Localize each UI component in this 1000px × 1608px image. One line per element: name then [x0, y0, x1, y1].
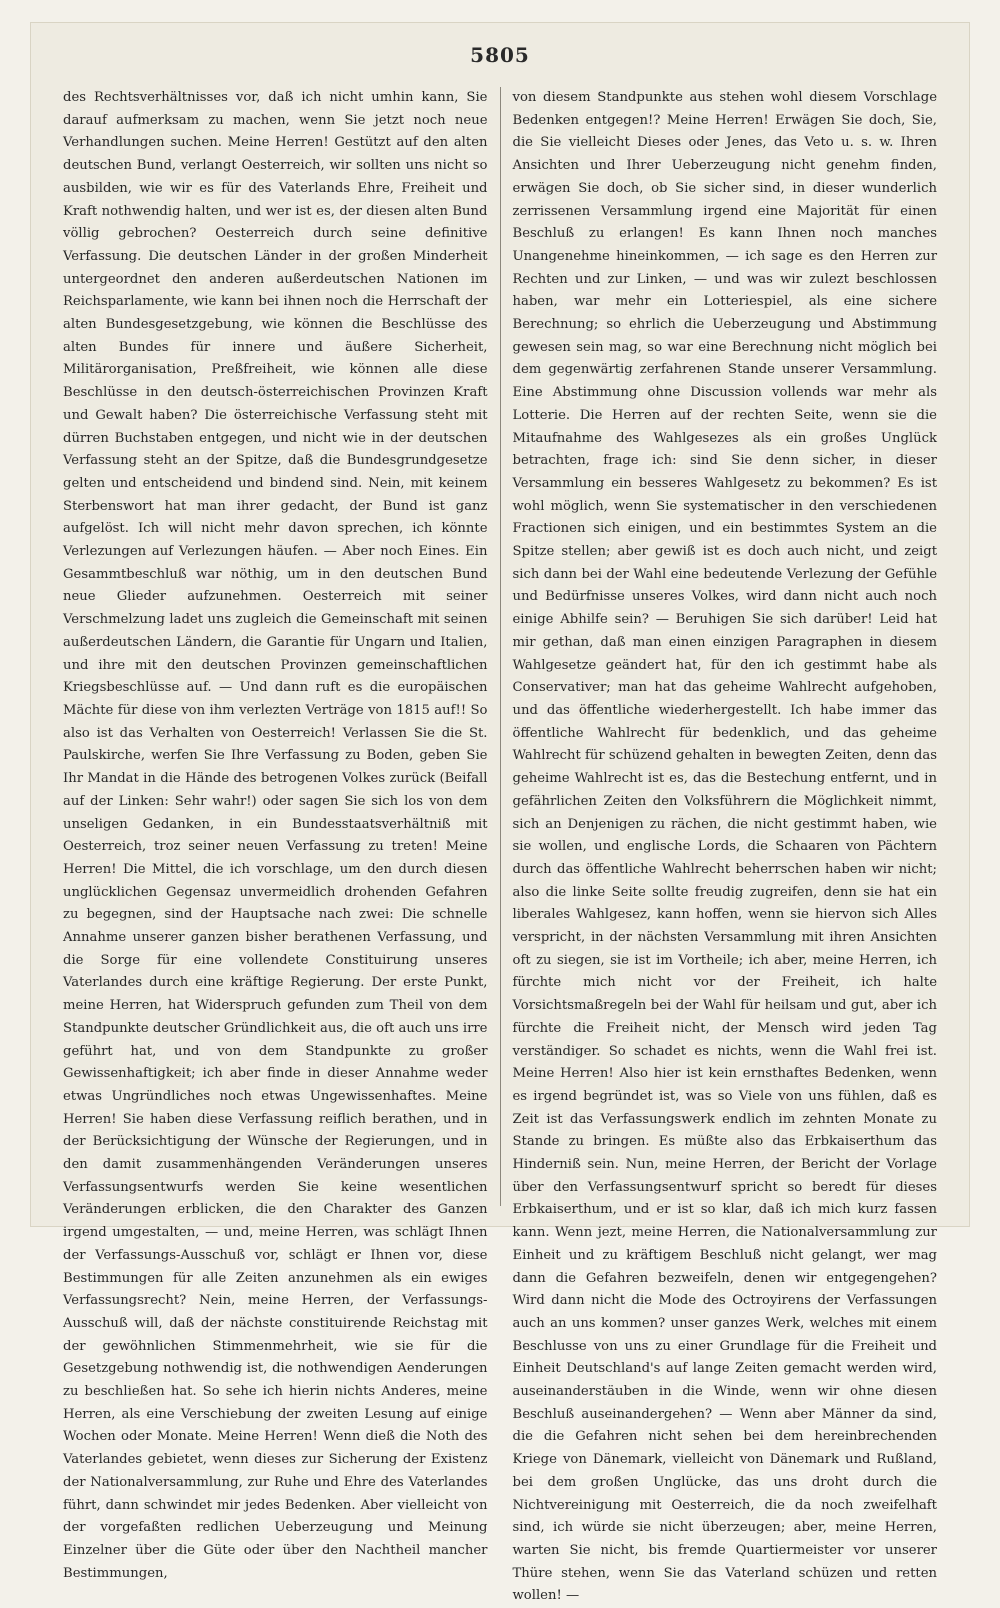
right-column-text: von diesem Standpunkte aus stehen wohl diesem Vorschlage Bedenken entgegen!? Meine Herren! Erwägen Sie doch, Sie, die Sie vielleicht Dieses oder Jenes, das Veto u. s. w. Ihren Ansichten und Ihrer Ueberzeugung nicht genehm finden, erwägen Sie doch, ob Sie sicher sind, in dieser wunderlich zerrissenen Versammlung irgend eine Majorität für einen Beschluß zu erlangen! Es kann Ihnen noch manches Unangenehme hineinkommen, — ich sage es den Herren zur Rechten und zur Linken, — und was wir zulezt beschlossen haben, war mehr ein Lotteriespiel, als eine sichere Berechnung; so ehrlich die Ueberzeugung und Abstimmung gewesen sein mag, so war eine Berechnung nicht möglich bei dem gegenwärtig zerfahrenen Stande unserer Versammlung. Eine Abstimmung ohne Discussion vollends war mehr als Lotterie. Die Herren auf der rechten Seite, wenn sie die Mitaufnahme des Wahlgesezes als ein großes Unglück betrachten, frage ich: sind Sie denn sicher, in dieser Versammlung ein besseres Wahlgesetz zu bekommen? Es ist wohl möglich, wenn Sie systematischer in den verschiedenen Fractionen sich einigen, und ein bestimmtes System an die Spitze stellen; aber gewiß ist es doch auch nicht, und zeigt sich dann bei der Wahl eine bedeutende Verlezung der Gefühle und Bedürfnisse unseres Volkes, wird dann nicht auch noch einige Abhilfe sein? — Beruhigen Sie sich darüber! Leid hat mir gethan, daß man einen einzigen Paragraphen in diesem Wahlgesetze geändert hat, für den ich gestimmt habe als Conservativer; man hat das geheime Wahlrecht aufgehoben, und das öffentliche wiederhergestellt. Ich habe immer das öffentliche Wahlrecht für bedenklich, und das geheime Wahlrecht für schüzend gehalten in bewegten Zeiten, denn das geheime Wahlrecht ist es, das die Bestechung entfernt, und in gefährlichen Zeiten den Volksführern die Möglichkeit nimmt, sich an Denjenigen zu rächen, die nicht gestimmt haben, wie sie wollen, und englische Lords, die Schaaren von Pächtern durch das öffentliche Wahlrecht beherrschen haben wir nicht; also die linke Seite sollte freudig zugreifen, denn sie hat ein liberales Wahlgesez, kann hoffen, wenn sie hiervon sich Alles verspricht, in der nächsten Versammlung mit ihren Ansichten oft zu siegen, sie ist im Vortheile; ich aber, meine Herren, ich fürchte mich nicht vor der Freiheit, ich halte Vorsichtsmaßregeln bei der Wahl für heilsam und gut, aber ich fürchte die Freiheit nicht, der Mensch wird jeden Tag verständiger. So schadet es nichts, wenn die Wahl frei ist. Meine Herren! Also hier ist kein ernsthaftes Bedenken, wenn es irgend begründet ist, was so Viele von uns fühlen, daß es Zeit ist das Verfassungswerk endlich im zehnten Monate zu Stande zu bringen. Es müßte also das Erbkaiserthum das Hinderniß sein. Nun, meine Herren, der Bericht der Vorlage über den Verfassungsentwurf spricht so beredt für dieses Erbkaiserthum, und er ist so klar, daß ich mich kurz fassen kann. Wenn jezt, meine Herren, die Nationalversammlung zur Einheit und zu kräftigem Beschluß nicht gelangt, wer mag dann die Gefahren bezweifeln, denen wir entgegengehen? Wird dann nicht die Mode des Octroyirens der Verfassungen auch an uns kommen? unser ganzes Werk, welches mit einem Beschlusse von uns zu einer Grundlage für die Freiheit und Einheit Deutschland's auf lange Zeiten gemacht werden wird, auseinanderstäuben in die Winde, wenn wir ohne diesen Beschluß auseinandergehen? — Wenn aber Männer da sind, die die Gefahren nicht sehen bei dem hereinbrechenden Kriege von Dänemark, vielleicht von Dänemark und Rußland, bei dem großen Unglücke, das uns droht durch die Nichtvereinigung mit Oesterreich, die da noch zweifelhaft sind, ich würde sie nicht überzeugen; aber, meine Herren, warten Sie nicht, bis fremde Quartiermeister vor unserer Thüre stehen, wenn Sie das Vaterland schüzen und retten wollen! — — [512, 90, 937, 1604]
text-columns — [53, 87, 947, 1604]
document-page — [30, 22, 970, 1604]
column-divider — [500, 87, 501, 1206]
left-column-text: des Rechtsverhältnisses vor, daß ich nicht umhin kann, Sie darauf aufmerksam zu machen, wenn Sie jetzt noch neue Verhandlungen suchen. Meine Herren! Gestützt auf den alten deutschen Bund, verlangt Oesterreich, wir sollten uns nicht so ausbilden, wie wir es für des Vaterlands Ehre, Freiheit und Kraft nothwendig halten, und wer ist es, der diesen alten Bund völlig gebrochen? Oesterreich durch seine definitive Verfassung. Die deutschen Länder in der großen Minderheit untergeordnet den anderen außerdeutschen Nationen im Reichsparlamente, wie kann bei ihnen noch die Herrschaft der alten Bundesgesetzgebung, wie können die Beschlüsse des alten Bundes für innere und äußere Sicherheit, Militärorganisation, Preßfreiheit, wie können alle diese Beschlüsse in den deutsch-österreichischen Provinzen Kraft und Gewalt haben? Die österreichische Verfassung steht mit dürren Buchstaben entgegen, und nicht wie in der deutschen Verfassung steht an der Spitze, daß die Bundesgrundgesetze gelten und entscheidend und bindend sind. Nein, mit keinem Sterbenswort hat man ihrer gedacht, der Bund ist ganz aufgelöst. Ich will nicht mehr davon sprechen, ich könnte Verlezungen auf Verlezungen häufen. — Aber noch Eines. Ein Gesammtbeschluß war nöthig, um in den deutschen Bund neue Glieder aufzunehmen. Oesterreich mit seiner Verschmelzung ladet uns zugleich die Gemeinschaft mit seinen außerdeutschen Ländern, die Garantie für Ungarn und Italien, und ihre mit den deutschen Provinzen gemeinschaftlichen Kriegsbeschlüsse auf. — Und dann ruft es die europäischen Mächte für diese von ihm verlezten Verträge von 1815 auf!! So also ist das Verhalten von Oesterreich! Verlassen Sie die St. Paulskirche, werfen Sie Ihre Verfassung zu Boden, geben Sie Ihr Mandat in die Hände des betrogenen Volkes zurück (Beifall auf der Linken: Sehr wahr!) oder sagen Sie sich los von dem unseligen Gedanken, in ein Bundesstaatsverhältniß mit Oesterreich, troz seiner neuen Verfassung zu treten! Meine Herren! Die Mittel, die ich vorschlage, um den durch diesen unglücklichen Gegensaz unvermeidlich drohenden Gefahren zu begegnen, sind der Hauptsache nach zwei: Die schnelle Annahme unserer ganzen bisher berathenen Verfassung, und die Sorge für eine vollendete Constituirung unseres Vaterlandes durch eine kräftige Regierung. Der erste Punkt, meine Herren, hat Widerspruch gefunden zum Theil von dem Standpunkte deutscher Gründlichkeit aus, die oft auch uns irre geführt hat, und von dem Standpunkte zu großer Gewissenhaftigkeit; ich aber finde in dieser Annahme weder etwas Ungründliches noch etwas Ungewissenhaftes. Meine Herren! Sie haben diese Verfassung reiflich berathen, und in der Berücksichtigung der Wünsche der Regierungen, und in den damit zusammenhängenden Veränderungen unseres Verfassungsentwurfs werden Sie keine wesentlichen Veränderungen erblicken, die den Charakter des Ganzen irgend umgestalten, — und, meine Herren, was schlägt Ihnen der Verfassungs-Ausschuß vor, schlägt er Ihnen vor, diese Bestimmungen für alle Zeiten anzunehmen als ein ewiges Verfassungsrecht? Nein, meine Herren, der Verfassungs-Ausschuß will, daß der nächste constituirende Reichstag mit der gewöhnlichen Stimmenmehrheit, wie sie für die Gesetzgebung nothwendig ist, die nothwendigen Aenderungen zu beschließen hat. So sehe ich hierin nichts Anderes, meine Herren, als eine Verschiebung der zweiten Lesung auf einige Wochen oder Monate. Meine Herren! Wenn dieß die Noth des Vaterlandes gebietet, wenn dieses zur Sicherung der Existenz der Nationalversammlung, zur Ruhe und Ehre des Vaterlandes führt, dann schwindet mir jedes Bedenken. Aber vielleicht von der vorgefaßten redlichen Ueberzeugung und Meinung Einzelner über die Güte oder über den Nachtheil mancher Bestimmungen, — [63, 90, 488, 1581]
right-column — [503, 87, 948, 1604]
page-number: 5805 — [470, 43, 530, 67]
left-column — [53, 87, 498, 1581]
